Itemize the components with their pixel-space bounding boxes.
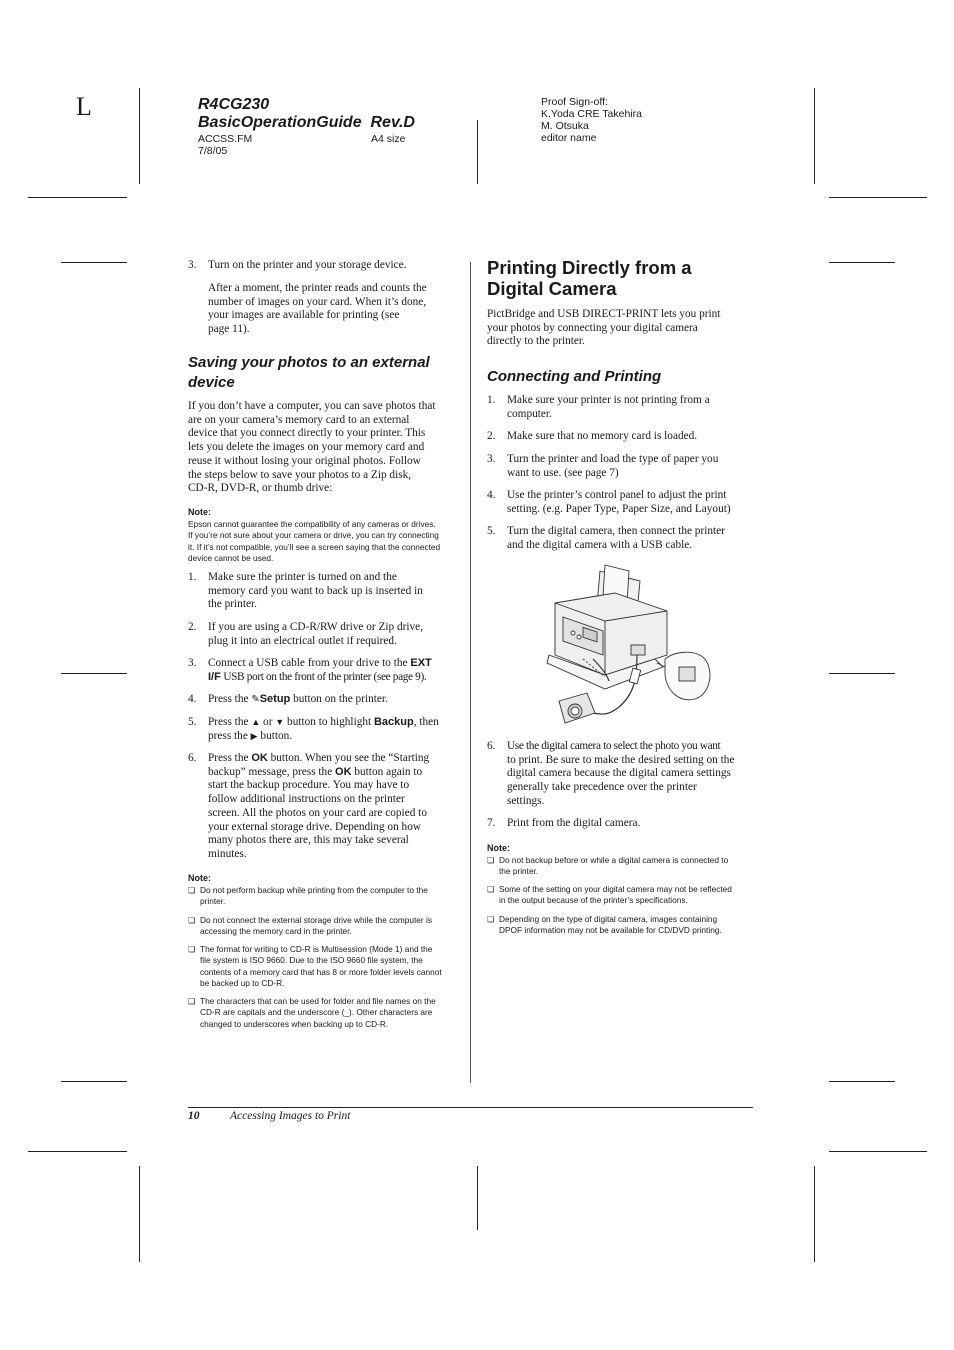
ok-label: OK bbox=[251, 752, 268, 764]
note-heading: Note: bbox=[188, 873, 211, 883]
note-compatibility: Epson cannot guarantee the compatibility of any cameras or drives. If you’re not sure about your camera or drive, you can try connecting it. If it’s not compatible, you’ll see a screen saying that the connected device cannot be used. bbox=[188, 519, 441, 563]
sub-heading-connecting: Connecting and Printing bbox=[487, 368, 662, 385]
direct-print-intro: PictBridge and USB DIRECT-PRINT lets you print your photos by connecting your digital camera directly to the printer. bbox=[487, 308, 721, 348]
ok-label: OK bbox=[335, 765, 352, 778]
if-label: I/F bbox=[208, 670, 221, 683]
section-heading-direct-print: Printing Directly from a Digital Camera bbox=[487, 257, 692, 299]
ext-label: EXT bbox=[410, 657, 432, 669]
doc-title-line2: BasicOperationGuide Rev.D bbox=[198, 114, 415, 131]
step-turn-on-paragraph: After a moment, the printer reads and counts the number of images on your card. When it’s done, your images are available for printing (see page 11). bbox=[208, 282, 427, 336]
proof-name-3: editor name bbox=[541, 132, 597, 144]
page-number: 10 bbox=[188, 1110, 200, 1122]
printer-camera-illustration bbox=[545, 563, 717, 730]
running-footer: Accessing Images to Print bbox=[230, 1110, 351, 1122]
save-intro: If you don’t have a computer, you can save photos that are on your camera’s memory card to an external device that you connect directly to your printer. This lets you delete the images on your memory card and reuse it without losing your original photos. Follow the steps below to save your photos to a Zip disk, CD-R, DVD-R, or thumb drive: bbox=[188, 400, 436, 495]
proof-name-1: K.Yoda CRE Takehira bbox=[541, 108, 642, 120]
up-arrow-icon: ▲ bbox=[251, 717, 261, 727]
down-arrow-icon: ▼ bbox=[275, 717, 285, 727]
note-heading: Note: bbox=[487, 843, 510, 853]
wrench-icon: ✎ bbox=[251, 694, 260, 705]
doc-title-line1: R4CG230 bbox=[198, 96, 270, 113]
section-heading-save: Saving your photos to an external device bbox=[188, 354, 430, 391]
corner-mark: L bbox=[76, 92, 92, 121]
backup-label: Backup bbox=[373, 716, 414, 728]
proof-label: Proof Sign-off: bbox=[541, 96, 608, 108]
paper-size: A4 size bbox=[371, 133, 406, 145]
proof-name-2: M. Otsuka bbox=[541, 120, 589, 132]
file-name: ACCSS.FM bbox=[198, 133, 253, 145]
doc-date: 7/8/05 bbox=[198, 145, 228, 157]
footer-rule bbox=[188, 1107, 753, 1108]
note-heading: Note: bbox=[188, 507, 211, 517]
right-arrow-icon: ▶ bbox=[250, 730, 258, 741]
setup-label: Setup bbox=[259, 693, 291, 705]
column-divider bbox=[470, 262, 471, 1083]
